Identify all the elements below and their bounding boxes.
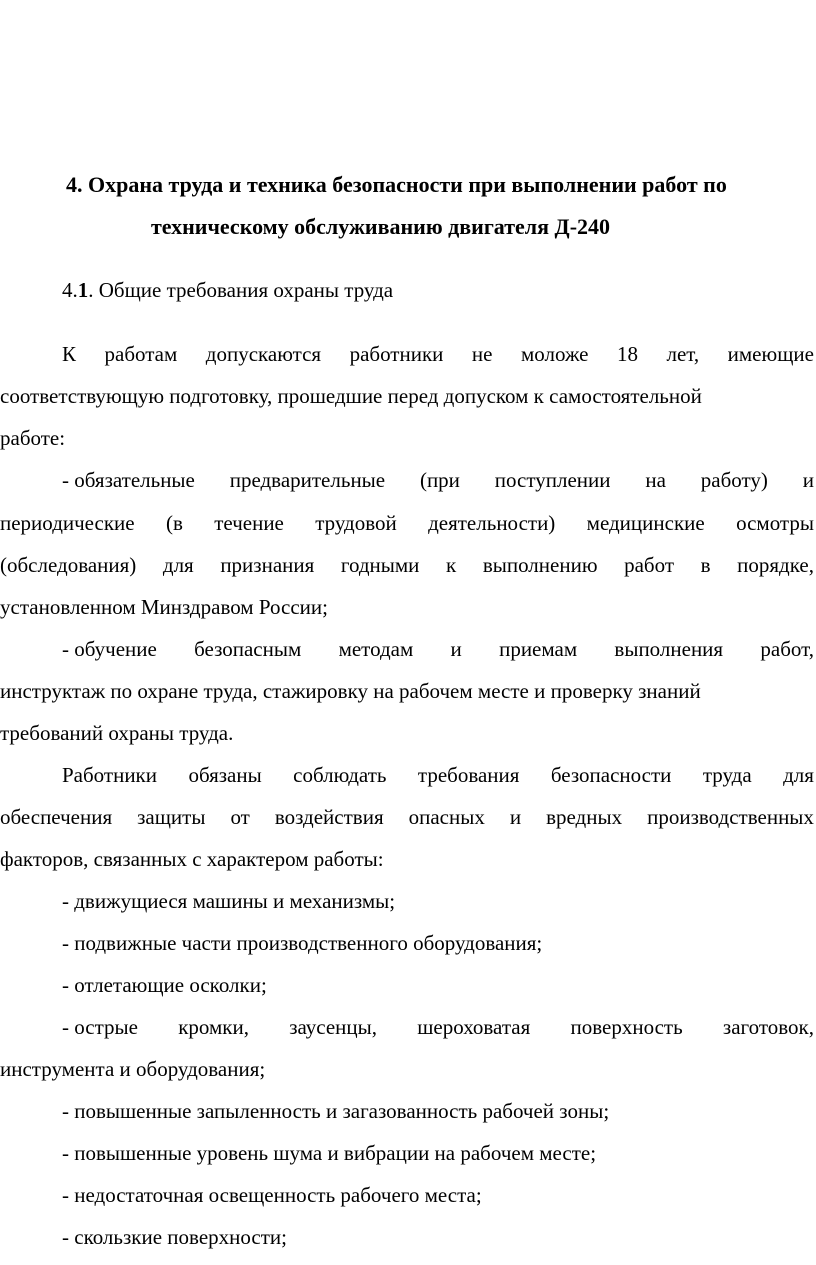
word: производственных [647,805,814,829]
word: - острые [62,1015,138,1039]
word: работ, [760,637,814,661]
word: соблюдать [293,763,387,787]
word: поверхность [570,1015,683,1039]
word: воздействия [274,805,384,829]
word: заусенцы, [289,1015,378,1039]
word: работники [349,342,444,366]
paragraph-1-line-2: соответствующую подготовку, прошедшие перед допуском к самостоятельной [0,384,702,408]
subsection-number-bold: 1 [77,278,89,302]
word: допускаются [205,342,322,366]
factor-item-1: - движущиеся машины и механизмы; [62,889,396,913]
item-1-line-3 [0,552,814,578]
word: на [645,468,666,492]
item-1-line-4: установленном Минздравом России; [0,595,328,619]
section-title-line-2: техническому обслуживанию двигателя Д-240 [151,214,611,239]
item-1-line-2 [0,510,814,536]
word: признания [220,553,315,577]
paragraph-2-line-3: факторов, связанных с характером работы: [0,847,384,871]
word: - обязательные [62,468,195,492]
word: периодические [0,511,135,535]
subsection-heading [62,277,393,303]
word: течение [214,511,284,535]
word: поступлении [494,468,611,492]
word: и [802,468,814,492]
item-1-line-1 [62,467,814,493]
word: работу) [700,468,768,492]
word: (при [419,468,460,492]
factor-item-3: - отлетающие осколки; [62,973,267,997]
word: выполнению [482,553,598,577]
word: имеющие [727,342,814,366]
word: работам [104,342,178,366]
word: шероховатая [417,1015,531,1039]
word: выполнения [614,637,724,661]
paragraph-1-line-1 [62,341,814,367]
factor-item-5: - повышенные запыленность и загазованность рабочей зоны; [62,1099,610,1123]
word: медицинские [586,511,705,535]
word: для [783,763,814,787]
word: работ [624,553,675,577]
word: 18 [617,342,638,366]
word: к [446,553,457,577]
word: опасных [408,805,485,829]
word: требования [417,763,520,787]
factor-item-6: - повышенные уровень шума и вибрации на рабочем месте; [62,1141,597,1165]
word: лет, [666,342,700,366]
item-2-line-1 [62,636,814,662]
word: порядке, [737,553,814,577]
word: Работники [62,763,158,787]
word: осмотры [736,511,814,535]
word: в [700,553,711,577]
factor-item-4-line-2: инструмента и оборудования; [0,1057,266,1081]
word: трудовой [315,511,397,535]
word: годными [340,553,420,577]
section-title-line-1: 4. Охрана труда и техника безопасности при выполнении работ по [66,172,727,197]
word: предварительные [229,468,386,492]
item-2-line-3: требований охраны труда. [0,721,234,745]
word: (в [165,511,183,535]
subsection-number-prefix: 4. [62,278,78,302]
word: вредных [546,805,623,829]
paragraph-2-line-2 [0,804,814,830]
word: и [450,637,462,661]
word: моложе [520,342,589,366]
word: обязаны [188,763,262,787]
word: К [62,342,77,366]
factor-item-2: - подвижные части производственного оборудования; [62,931,543,955]
word: для [162,553,194,577]
factor-item-8: - скользкие поверхности; [62,1225,287,1249]
word: от [230,805,250,829]
word: и [509,805,522,829]
factor-item-7: - недостаточная освещенность рабочего места; [62,1183,482,1207]
word: обеспечения [0,805,113,829]
item-2-line-2: инструктаж по охране труда, стажировку на рабочем месте и проверку знаний [0,679,701,703]
factor-item-4-line-1 [62,1014,814,1040]
word: безопасным [194,637,302,661]
word: кромки, [178,1015,249,1039]
paragraph-1-line-3: работе: [0,426,66,450]
word: методам [338,637,414,661]
word: безопасности [550,763,672,787]
subsection-title: . Общие требования охраны труда [88,278,394,302]
word: труда [702,763,752,787]
word: приемам [499,637,578,661]
word: - обучение [62,637,157,661]
word: заготовок, [722,1015,814,1039]
word: защиты [137,805,206,829]
word: деятельности) [428,511,556,535]
paragraph-2-line-1 [62,762,814,788]
word: (обследования) [0,553,137,577]
word: не [471,342,493,366]
